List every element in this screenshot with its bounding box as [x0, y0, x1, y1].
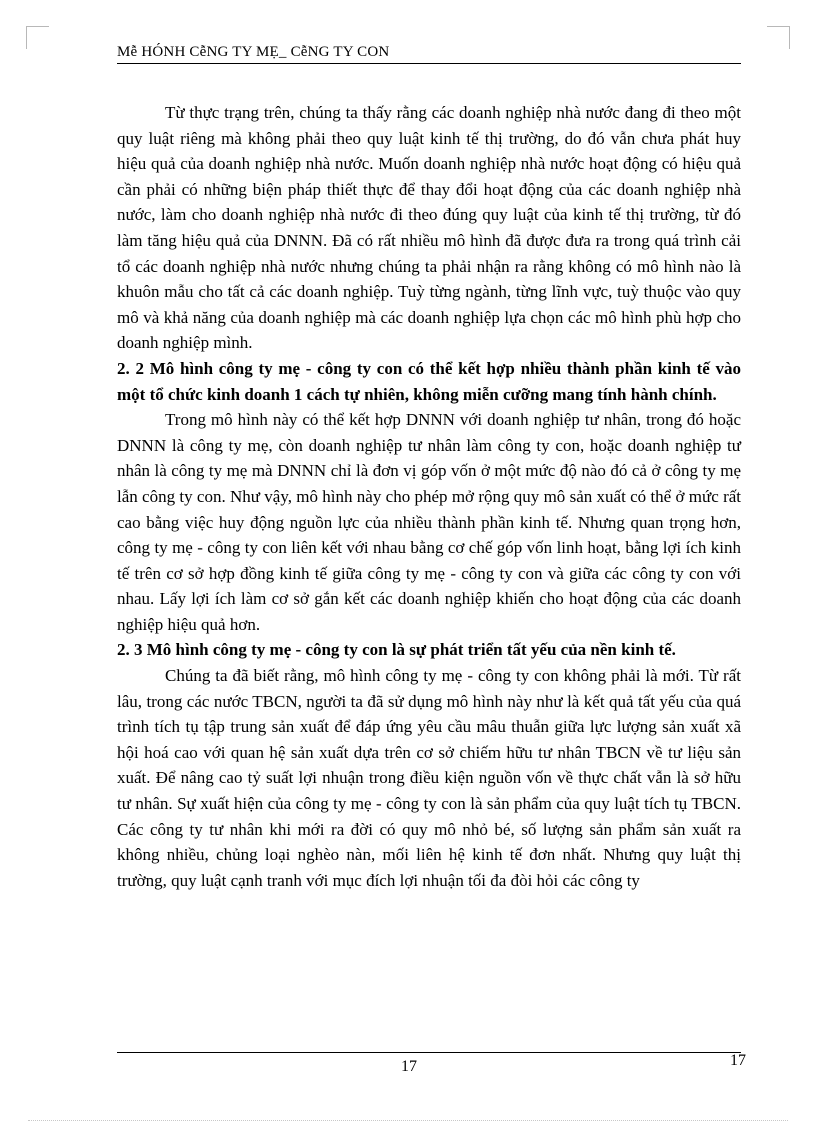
page-number: 17	[401, 1058, 417, 1075]
body-text	[117, 100, 741, 893]
section-heading-2-2: 2. 2 Mô hình công ty mẹ - công ty con có thể kết hợp nhiều thành phần kinh tế vào một tổ chức kinh doanh 1 cách tự nhiên, không miễn cưỡng mang tính hành chính.	[117, 358, 741, 404]
paragraph-2-3: Chúng ta đã biết rằng, mô hình công ty mẹ - công ty con không phải là mới. Từ rất lâu, trong các nước TBCN, người ta đã sử dụng mô hình này như là kết quả tất yếu của quá trình tích tụ tập trung sản xuất để đáp ứng yêu cầu mâu thuẫn giữa lực lượng sản xuất xã hội hoá cao với quan hệ sản xuất dựa trên cơ sở chiếm hữu tư nhân TBCN về tư liệu sản xuất. Để nâng cao tỷ suất lợi nhuận trong điều kiện nguồn vốn về thực chất vẫn là sở hữu tư nhân. Sự xuất hiện của công ty mẹ - công ty con là sản phẩm của quy luật tích tụ TBCN. Các công ty tư nhân khi mới ra đời có quy mô nhỏ bé, số lượng sản phẩm sản xuất ra không nhiều, chủng loại nghèo nàn, mối liên hệ kinh tế đơn nhất. Nhưng quy luật thị trường, quy luật cạnh tranh với mục đích lợi nhuận tối đa đòi hỏi các công ty	[117, 666, 741, 890]
running-header: Mễ HÓNH CễNG TY MẸ_ CễNG TY CON	[117, 44, 741, 64]
paragraph-2-2: Trong mô hình này có thể kết hợp DNNN với doanh nghiệp tư nhân, trong đó hoặc DNNN là công ty mẹ, còn doanh nghiệp tư nhân làm công ty con, hoặc doanh nghiệp tư nhân là công ty mẹ mà DNNN chỉ là đơn vị góp vốn ở một mức độ nào đó cả ở công ty mẹ lẫn công ty con. Như vậy, mô hình này cho phép mở rộng quy mô sản xuất có thể ở mức rất cao bằng việc huy động nguồn lực của nhiều thành phần kinh tế. Nhưng quan trọng hơn, công ty mẹ - công ty con liên kết với nhau bằng cơ chế góp vốn linh hoạt, bằng lợi ích kinh tế trên cơ sở hợp đồng kinh tế giữa công ty mẹ - công ty con và giữa các công ty con với nhau. Lấy lợi ích làm cơ sở gắn kết các doanh nghiệp khiến cho hoạt động của các doanh nghiệp hiệu quả hơn.	[117, 410, 741, 634]
paragraph-intro: Từ thực trạng trên, chúng ta thấy rằng các doanh nghiệp nhà nước đang đi theo một quy luật riêng mà không phải theo quy luật kinh tế thị trường, do đó vẫn chưa phát huy hiệu quả của doanh nghiệp nhà nước. Muốn doanh nghiệp nhà nước hoạt động có hiệu quả cần phải có những biện pháp thiết thực để thay đổi hoạt động của các doanh nghiệp nhà nước, làm cho doanh nghiệp nhà nước đi theo đúng quy luật của kinh tế thị trường, từ đó làm tăng hiệu quả của DNNN. Đã có rất nhiều mô hình đã được đưa ra trong quá trình cải tổ các doanh nghiệp nhà nước nhưng chúng ta phải nhận ra rằng không có mô hình nào là khuôn mẫu cho tất cả các doanh nghiệp. Tuỳ từng ngành, từng lĩnh vực, tuỳ thuộc vào quy mô và khả năng của doanh nghiệp mà các doanh nghiệp lựa chọn các mô hình phù hợp cho doanh nghiệp mình.	[117, 103, 741, 353]
crop-mark-top-left	[26, 26, 49, 49]
footer-rule	[117, 1052, 741, 1053]
crop-mark-top-right	[767, 26, 790, 49]
section-heading-2-3: 2. 3 Mô hình công ty mẹ - công ty con là sự phát triển tất yếu của nền kinh tế.	[117, 640, 676, 660]
page-number-corner: 17	[730, 1052, 746, 1069]
page-bottom-dotted-line	[28, 1120, 788, 1121]
